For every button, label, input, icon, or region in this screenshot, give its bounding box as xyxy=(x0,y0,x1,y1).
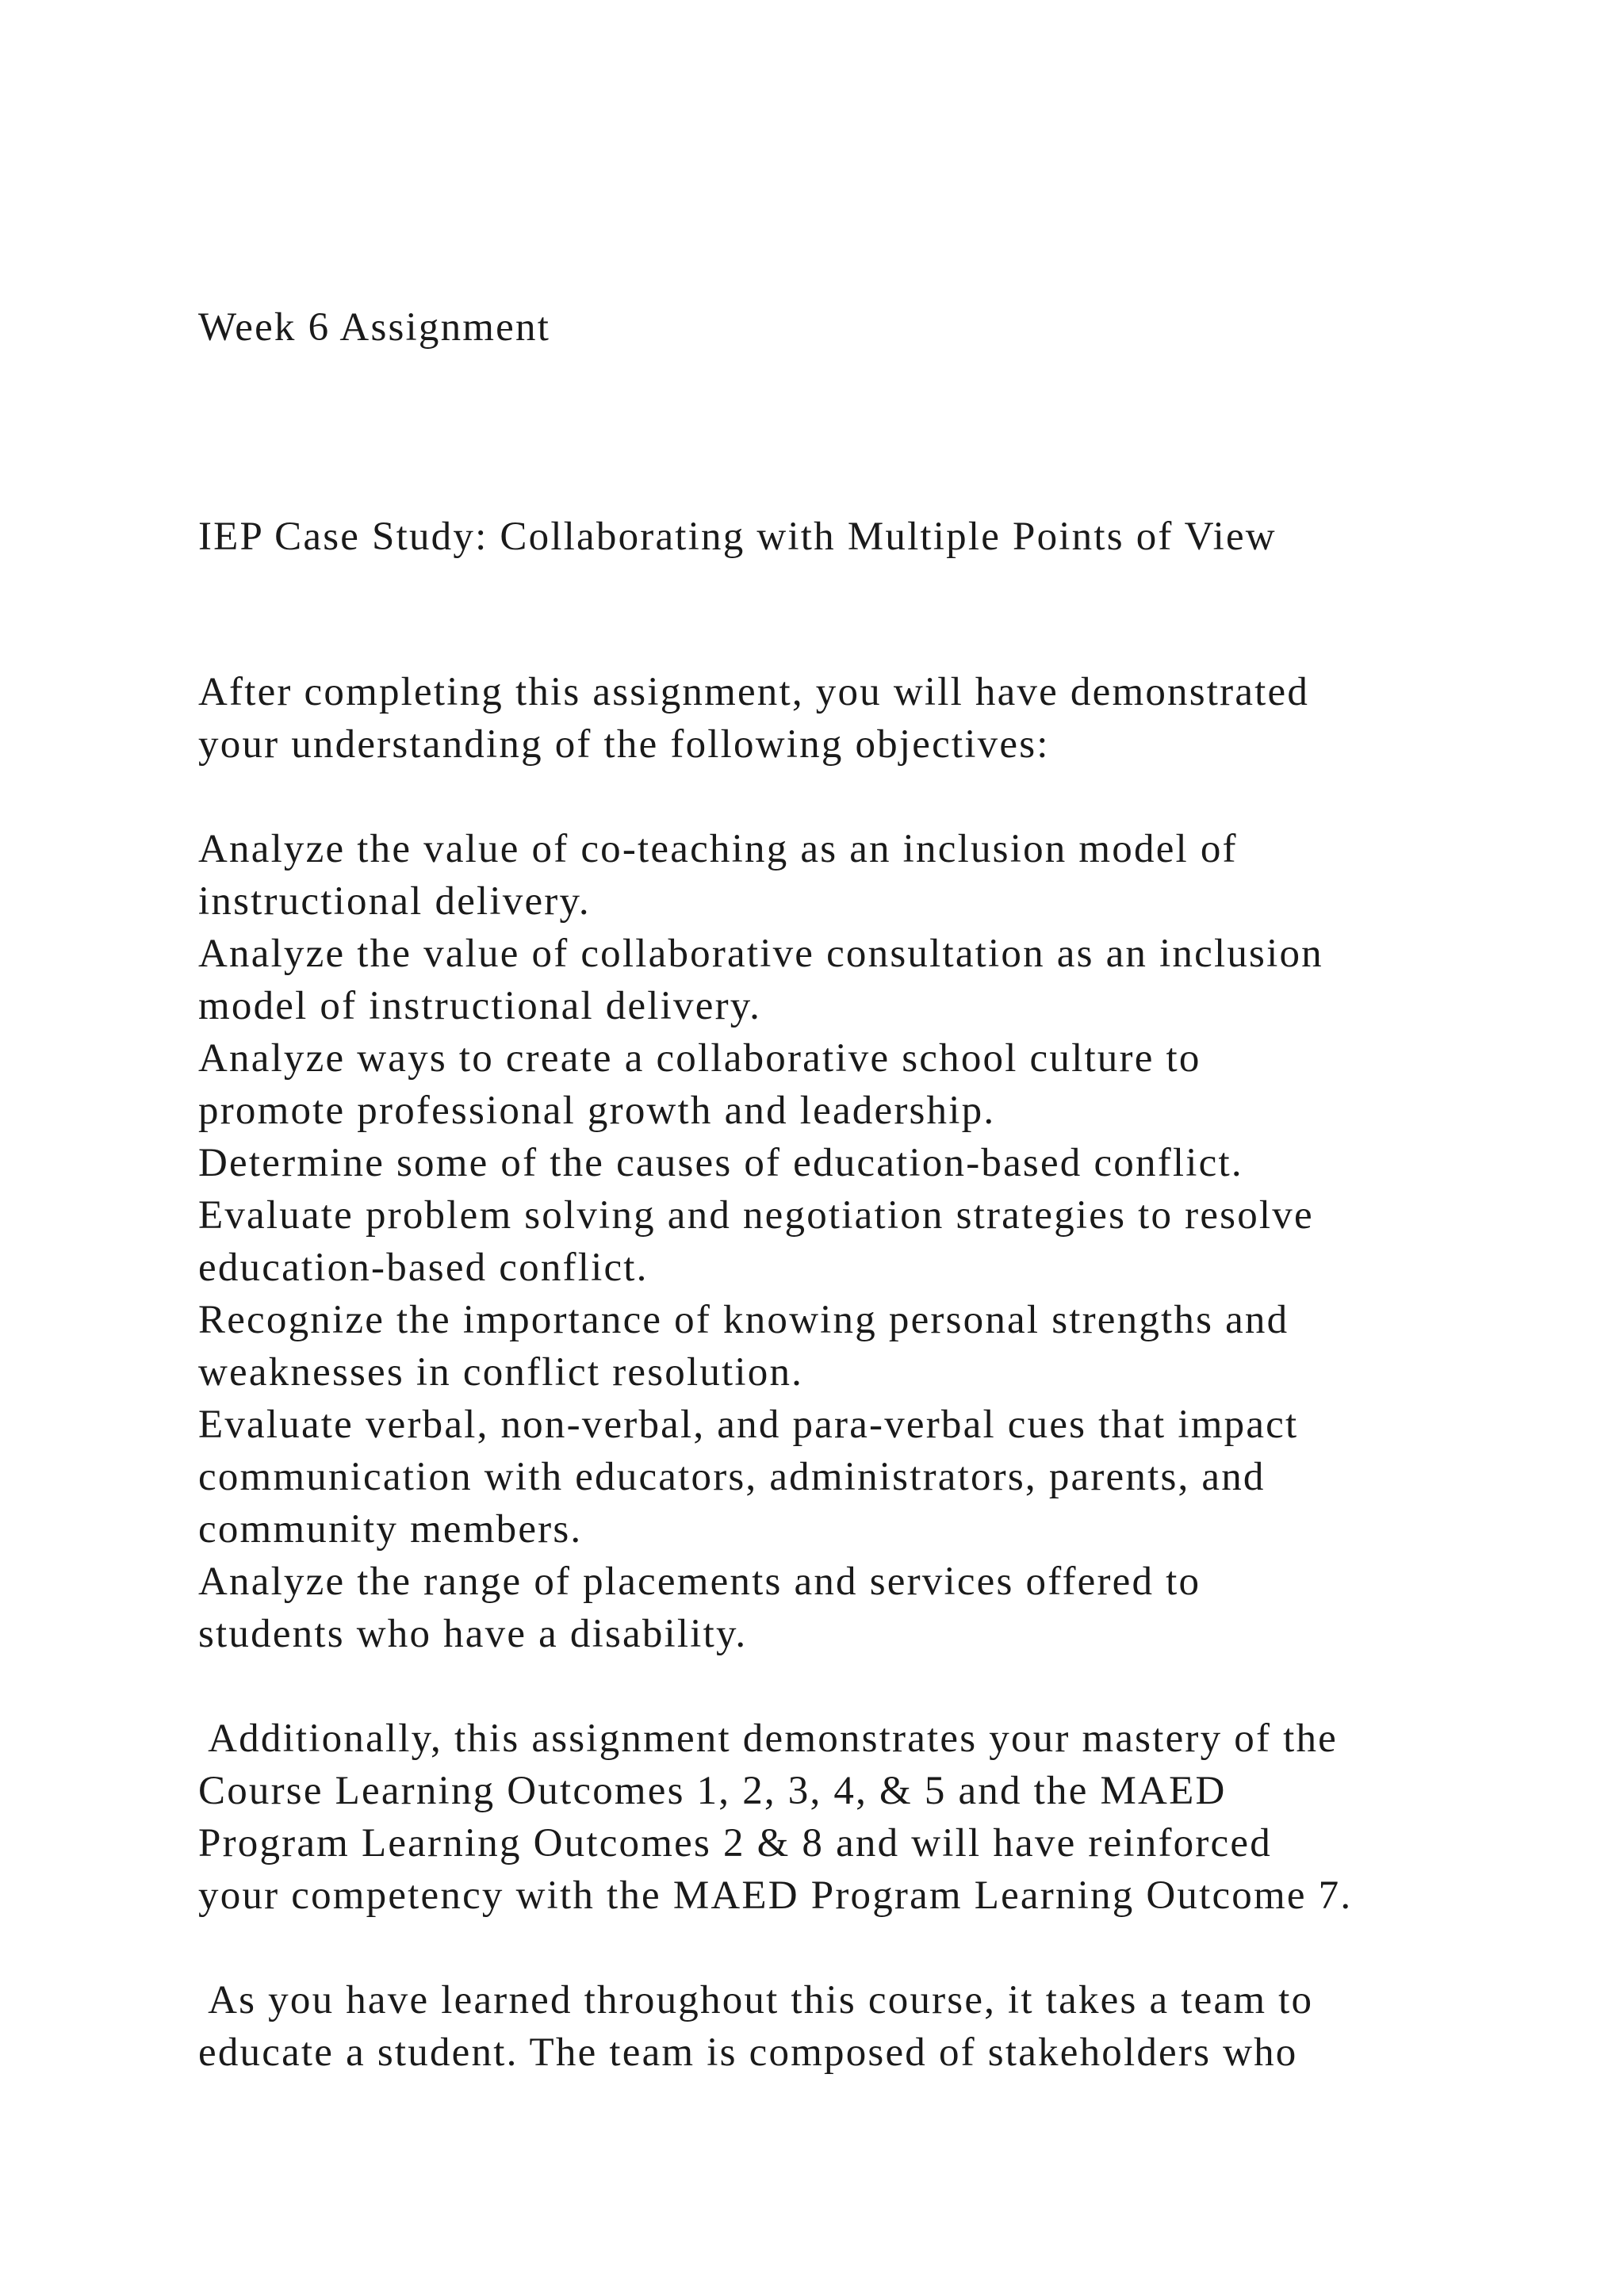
objective-line: Determine some of the causes of education-based conflict. xyxy=(198,1141,1243,1185)
objective-line: students who have a disability. xyxy=(198,1612,748,1656)
objective-line: Evaluate problem solving and negotiation strategies to resolve xyxy=(198,1193,1314,1238)
objective-line: Analyze the value of co-teaching as an inclusion model of xyxy=(198,827,1238,871)
intro-line: After completing this assignment, you will have demonstrated xyxy=(198,670,1310,714)
assignment-title: Week 6 Assignment xyxy=(198,305,551,350)
objective-line: Analyze the range of placements and services offered to xyxy=(198,1559,1201,1604)
intro-line: your understanding of the following objectives: xyxy=(198,722,1050,767)
objective-line: instructional delivery. xyxy=(198,879,591,924)
team-line: As you have learned throughout this course, it takes a team to xyxy=(198,1978,1314,2022)
objective-line: weaknesses in conflict resolution. xyxy=(198,1350,804,1395)
objective-line: model of instructional delivery. xyxy=(198,984,762,1028)
assignment-subtitle: IEP Case Study: Collaborating with Multiple Points of View xyxy=(198,515,1277,559)
outcomes-line: Additionally, this assignment demonstrates your mastery of the xyxy=(198,1716,1339,1761)
objective-line: promote professional growth and leadership. xyxy=(198,1089,996,1133)
objective-line: community members. xyxy=(198,1507,583,1552)
outcomes-line: Program Learning Outcomes 2 & 8 and will have reinforced xyxy=(198,1821,1272,1866)
objective-line: Analyze the value of collaborative consultation as an inclusion xyxy=(198,932,1323,976)
objective-line: communication with educators, administrators, parents, and xyxy=(198,1455,1266,1499)
outcomes-line: Course Learning Outcomes 1, 2, 3, 4, & 5 and the MAED xyxy=(198,1769,1227,1813)
team-line: educate a student. The team is composed of stakeholders who xyxy=(198,2030,1298,2075)
objective-line: Analyze ways to create a collaborative school culture to xyxy=(198,1036,1201,1081)
outcomes-line: your competency with the MAED Program Learning Outcome 7. xyxy=(198,1873,1353,1918)
objective-line: Recognize the importance of knowing personal strengths and xyxy=(198,1298,1289,1342)
objective-line: education-based conflict. xyxy=(198,1246,649,1290)
objective-line: Evaluate verbal, non-verbal, and para-verbal cues that impact xyxy=(198,1402,1299,1447)
